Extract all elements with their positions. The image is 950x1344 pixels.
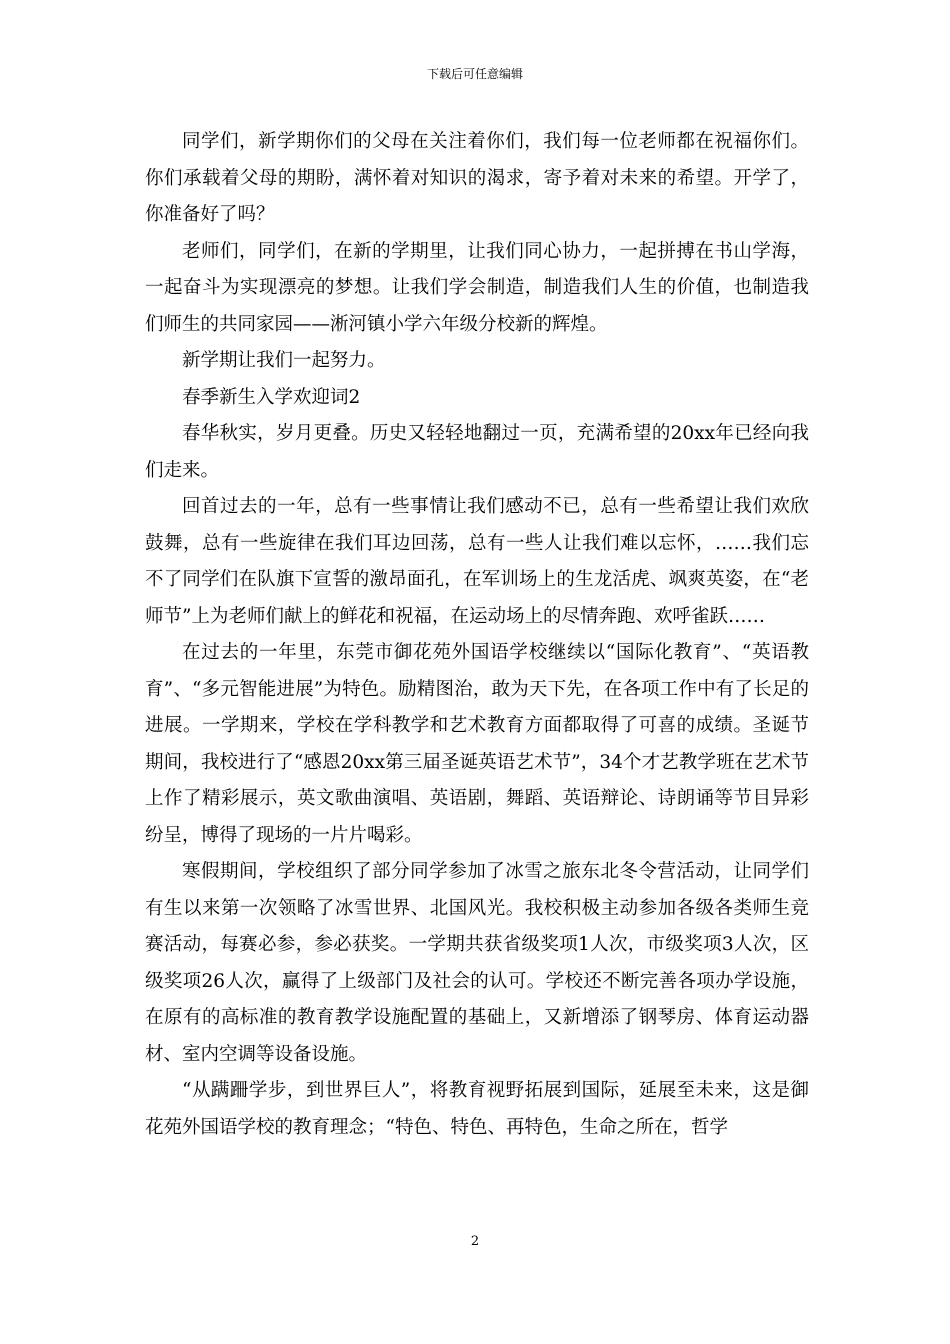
paragraph: 老师们，同学们，在新的学期里，让我们同心协力，一起拼搏在书山学海，一起奋斗为实现漂亮的梦想。让我们学会制造，制造我们人生的价值，也制造我们师生的共同家园——淅河镇小学六年级分校新的辉煌。 [145,240,809,335]
paragraph: 春华秋实，岁月更叠。历史又轻轻地翻过一页，充满希望的20xx年已经向我们走来。 [145,423,809,481]
paragraph: 在过去的一年里，东莞市御花苑外国语学校继续以“国际化教育”、“英语教育”、“多元智能进展”为特色。励精图治，敢为天下先，在各项工作中有了长足的进展。一学期来，学校在学科教学和艺术教育方面都取得了可喜的成绩。圣诞节期间，我校进行了“感恩20xx第三届圣诞英语艺术节”，34个才艺教学班在艺术节上作了精彩展示，英文歌曲演唱、英语剧，舞蹈、英语辩论、诗朗诵等节目异彩纷呈，博得了现场的一片片喝彩。 [145,642,809,846]
paragraph: 回首过去的一年，总有一些事情让我们感动不已，总有一些希望让我们欢欣鼓舞，总有一些旋律在我们耳边回荡，总有一些人让我们难以忘怀，……我们忘不了同学们在队旗下宣誓的激昂面孔，在军训场上的生龙活虎、飒爽英姿，在“老师节”上为老师们献上的鲜花和祝福，在运动场上的尽情奔跑、欢呼雀跃…… [145,496,809,627]
page-header: 下载后可任意编辑 [426,67,523,81]
paragraph: 同学们，新学期你们的父母在关注着你们，我们每一位老师都在祝福你们。你们承载着父母的期盼，满怀着对知识的渴求，寄予着对未来的希望。开学了，你准备好了吗？ [145,131,809,225]
page-number: 2 [470,1234,480,1249]
paragraph: “从蹒跚学步，到世界巨人”，将教育视野拓展到国际，延展至未来，这是御花苑外国语学校的教育理念；“特色、特色、再特色，生命之所在，哲学 [145,1080,809,1138]
section-title: 春季新生入学欢迎词2 [182,386,361,408]
document-body [145,124,809,1146]
paragraph: 寒假期间，学校组织了部分同学参加了冰雪之旅东北冬令营活动，让同学们有生以来第一次领略了冰雪世界、北国风光。我校积极主动参加各级各类师生竞赛活动，每赛必参，参必获奖。一学期共获省级奖项1人次，市级奖项3人次，区级奖项26人次，赢得了上级部门及社会的认可。学校还不断完善各项办学设施，在原有的高标准的教育教学设施配置的基础上，又新增添了钢琴房、体育运动器材、室内空调等设备设施。 [145,861,809,1065]
paragraph: 新学期让我们一起努力。 [182,350,386,371]
